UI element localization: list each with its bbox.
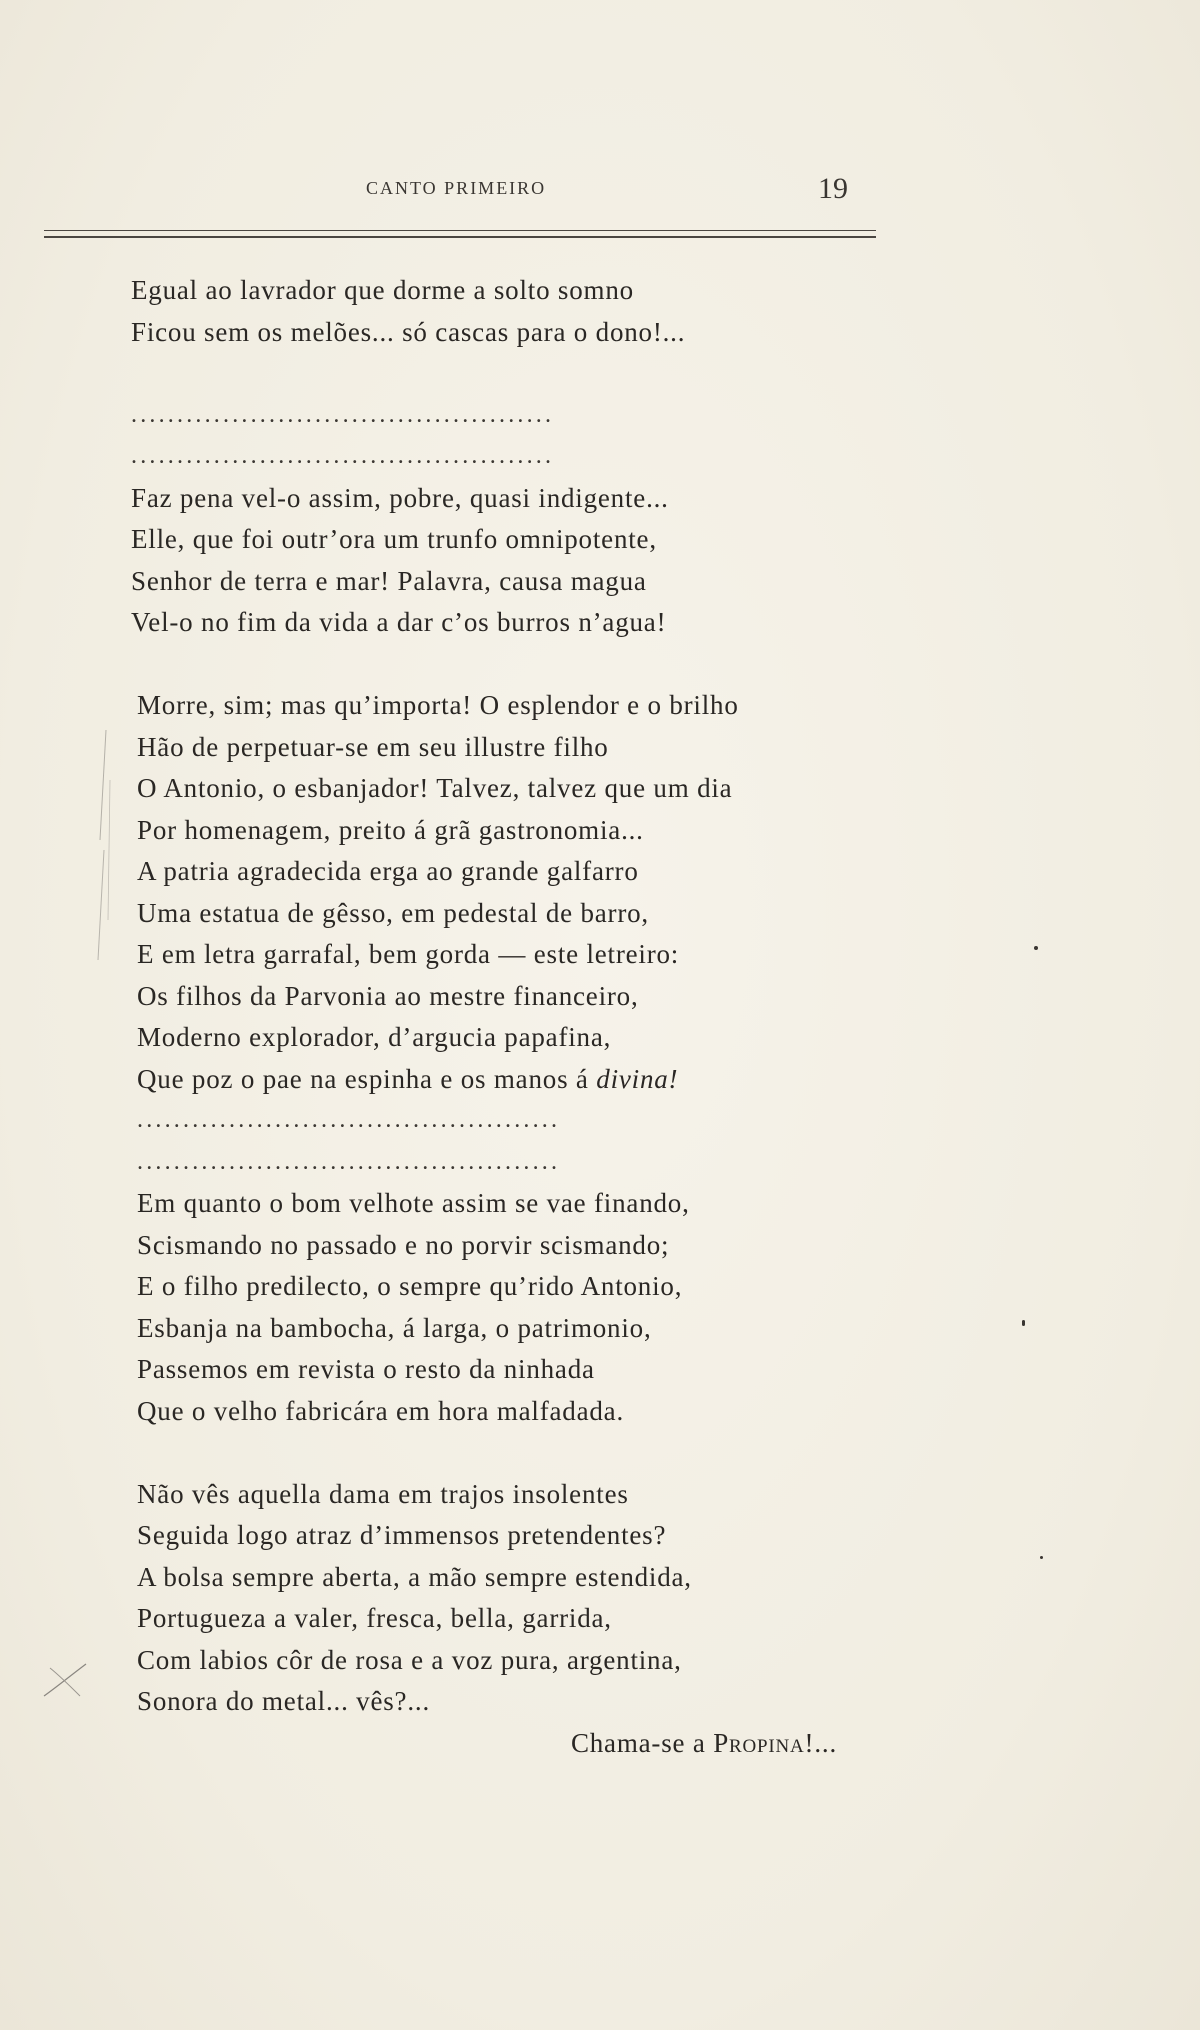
verse-line: Scismando no passado e no porvir scismando; xyxy=(137,1229,670,1260)
verse-line: E o filho predilecto, o sempre qu’rido Antonio, xyxy=(137,1271,683,1301)
verse-line: Portugueza a valer, fresca, bella, garrida, xyxy=(137,1603,612,1633)
closing-line xyxy=(137,1723,837,1765)
stanza-5 xyxy=(131,1474,891,1765)
header-rule-top xyxy=(44,230,876,231)
verse-line: Que o velho fabricára em hora malfadada. xyxy=(137,1395,625,1426)
verse-line: Vel-o no fim da vida a dar c’os burros n’agua! xyxy=(131,607,667,637)
verse-line-last xyxy=(137,1059,891,1101)
verse-line: Ficou sem os melões... só cascas para o dono!... xyxy=(131,316,686,347)
verse-line: Sonora do metal... vês?... xyxy=(137,1686,430,1716)
ellipsis-row: .............................................. xyxy=(137,1107,561,1133)
closing-name: Propina xyxy=(713,1727,805,1758)
ink-speck xyxy=(1034,946,1038,950)
verse-line: A bolsa sempre aberta, a mão sempre estendida, xyxy=(137,1561,692,1592)
stanza-1 xyxy=(131,270,891,353)
verse-line: Seguida logo atraz d’immensos pretendentes? xyxy=(137,1520,667,1550)
verse-line: Hão de perpetuar-se em seu illustre filho xyxy=(137,731,609,762)
running-head xyxy=(0,172,1200,218)
verse-line: Esbanja na bambocha, á larga, o patrimonio, xyxy=(137,1312,652,1343)
verse-line: Com labios côr de rosa e a voz pura, argentina, xyxy=(137,1644,682,1675)
closing-punctuation: !... xyxy=(804,1727,837,1758)
verse-line: Os filhos da Parvonia ao mestre financeiro, xyxy=(137,980,639,1011)
italic-word: divina! xyxy=(596,1063,679,1094)
header-double-rule xyxy=(44,230,876,238)
ink-speck xyxy=(1040,1556,1043,1559)
verse-line: Elle, que foi outr’ora um trunfo omnipotente, xyxy=(131,524,657,554)
verse-line: Faz pena vel-o assim, pobre, quasi indigente... xyxy=(131,482,669,513)
ink-speck xyxy=(1022,1320,1025,1326)
verse-line: A patria agradecida erga ao grande galfarro xyxy=(137,856,639,886)
verse-line: Não vês aquella dama em trajos insolentes xyxy=(137,1478,629,1509)
verse-line: Senhor de terra e mar! Palavra, causa magua xyxy=(131,565,647,596)
verse-line: Uma estatua de gêsso, em pedestal de barro, xyxy=(137,897,649,928)
stanza-3 xyxy=(131,685,891,1100)
running-title: CANTO PRIMEIRO xyxy=(366,178,547,198)
verse-line: Passemos em revista o resto da ninhada xyxy=(137,1354,595,1384)
verse-line: E em letra garrafal, bem gorda — este letreiro: xyxy=(137,939,680,969)
closing-text: Chama-se a xyxy=(570,1727,714,1758)
margin-pencil-lines xyxy=(86,720,116,1020)
verse-line: Morre, sim; mas qu’importa! O esplendor e o brilho xyxy=(137,690,739,720)
pencil-cross-mark xyxy=(40,1660,90,1700)
page-number: 19 xyxy=(818,172,848,205)
faded-library-stamp xyxy=(500,1878,780,1938)
verse-line: Egual ao lavrador que dorme a solto somno xyxy=(131,275,634,305)
verse-text: Que poz o pae na espinha e os manos á xyxy=(137,1063,597,1094)
ellipsis-row: .............................................. xyxy=(137,1148,561,1175)
ellipsis-row: .............................................. xyxy=(131,443,555,469)
header-rule-bottom xyxy=(44,236,876,238)
verse-line: Em quanto o bom velhote assim se vae finando, xyxy=(137,1188,690,1218)
stanza-4 xyxy=(131,1183,891,1432)
stanza-2 xyxy=(131,478,891,644)
ellipsis-row: .............................................. xyxy=(131,401,555,428)
verse-line: Por homenagem, preito á grã gastronomia... xyxy=(137,814,644,845)
verse-line: Moderno explorador, d’argucia papafina, xyxy=(137,1022,612,1052)
poem-text xyxy=(131,270,891,1764)
verse-line: O Antonio, o esbanjador! Talvez, talvez que um dia xyxy=(137,773,733,803)
